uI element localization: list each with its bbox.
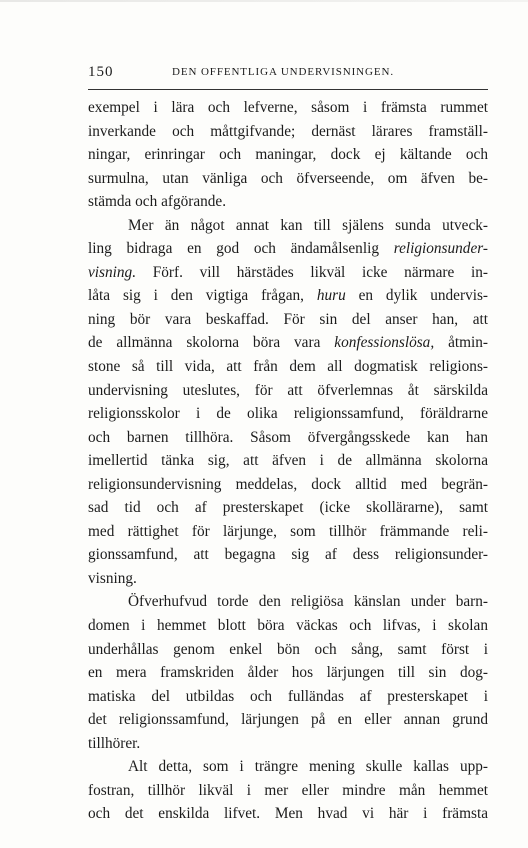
text-line: undervisning uteslutes, för att öfverlemnas åt särskilda — [88, 381, 488, 399]
text-line: underhållas genom enkel bön och sång, samt först i — [88, 640, 488, 658]
text-line: sad tid och af presterskapet (icke skollärarne), samt — [88, 499, 488, 517]
text-line: en mera framskriden ålder hos lärjungen till sin dog- — [88, 664, 488, 682]
text-line — [88, 284, 488, 308]
text-run: ling bidraga en god och ändamålsenlig — [88, 240, 379, 258]
text-line: religionsundervisning meddelas, dock alltid med begrän- — [88, 475, 488, 493]
text-line — [88, 261, 488, 285]
text-line: visning. — [88, 569, 137, 587]
running-title: DEN OFFENTLIGA UNDERVISNINGEN. — [172, 66, 394, 78]
text-run: de allmänna skolorna böra vara — [88, 334, 321, 352]
text-line: och barnen tillhöra. Såsom öfvergångsskede kan han — [88, 428, 488, 446]
text-line — [88, 331, 488, 355]
text-line: ning bör vara beskaffad. För sin del anser han, att — [88, 310, 488, 328]
emphasis-text: visning. — [88, 263, 137, 281]
emphasis-text: religionsunder- — [393, 240, 488, 258]
text-line — [88, 237, 488, 261]
text-line: exempel i lära och lefverne, såsom i främsta rummet — [88, 99, 488, 116]
text-line: gionssamfund, att begagna sig af dess religionsunder- — [88, 546, 488, 564]
text-line: ningar, erinringar och maningar, dock ej kältande och — [88, 146, 488, 164]
text-run: åtmin- — [448, 334, 488, 352]
text-line: Alt detta, som i trängre mening skulle kallas upp- — [128, 758, 488, 776]
text-line: domen i hemmet blott böra väckas och lifvas, i skolan — [88, 617, 488, 635]
text-line: inverkande och måttgifvande; dernäst lärares framställ- — [88, 122, 488, 140]
text-line: stämda och afgörande. — [88, 193, 227, 211]
page-edge — [0, 0, 528, 2]
text-line: och det enskilda lifvet. Men hvad vi här i främsta — [88, 805, 488, 823]
text-line: matiska del utbildas och fulländas af presterskapet i — [88, 687, 488, 705]
text-run: Förf. vill härstädes likväl icke närmare in- — [152, 263, 488, 281]
text-line: Mer än något annat kan till själens sunda utveck- — [128, 216, 488, 234]
text-line: surmulna, utan vänliga och öfverseende, om äfven be- — [88, 169, 488, 187]
text-line: imellertid tänka sig, att äfven i de allmänna skolorna — [88, 452, 488, 470]
body-text — [88, 96, 488, 826]
emphasis-text: konfessionslösa, — [334, 334, 435, 352]
page-header — [88, 64, 488, 86]
text-line: med rättighet för lärjunge, som tillhör främmande reli- — [88, 522, 488, 540]
text-run: låta sig i den vigtiga frågan, — [88, 287, 304, 305]
text-line: Öfverhufvud torde den religiösa känslan under barn- — [128, 593, 488, 611]
header-rule — [88, 89, 488, 90]
text-line: tillhörer. — [88, 734, 141, 752]
text-line: fostran, tillhör likväl i mer eller mindre mån hemmet — [88, 781, 488, 799]
emphasis-text: huru — [316, 287, 346, 305]
text-line: stone så till vida, att från dem all dogmatisk religions- — [88, 358, 488, 376]
text-run: en dylik undervis- — [358, 287, 489, 305]
text-line: det religionssamfund, lärjungen på en eller annan grund — [88, 711, 488, 729]
text-line: religionsskolor i de olika religionssamfund, föräldrarne — [88, 405, 488, 423]
page-number: 150 — [88, 64, 114, 80]
